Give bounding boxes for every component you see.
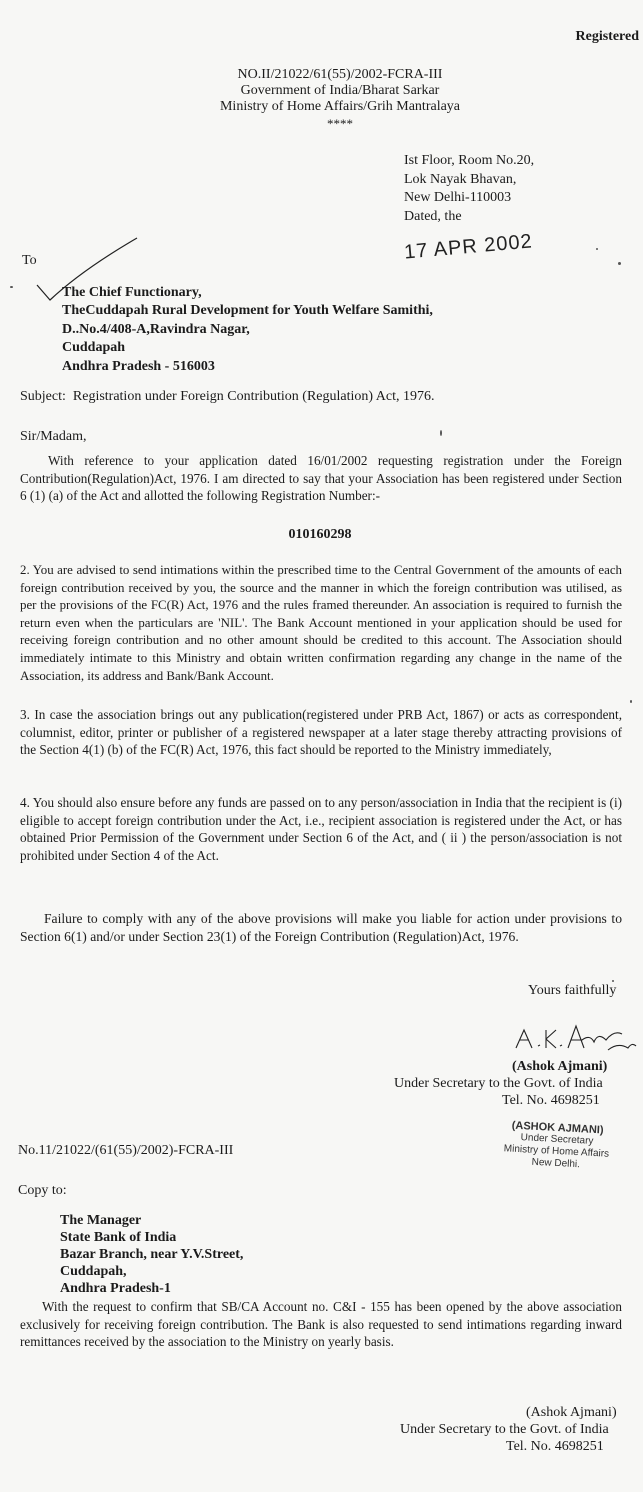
paragraph-3: 3. In case the association brings out any publication(registered under PRB Act, 1867) or acts as correspondent, columnist, editor, printer or publisher of a registered newspaper at a later stage thereby attracting provisions of the Section 4(1) (b) of the FC(R) Act, 1976, this fact should be reported to the Ministry immediately, [20,707,622,758]
signatory2-title: Under Secretary to the Govt. of India [400,1422,609,1437]
paragraph-2: 2. You are advised to send intimations within the prescribed time to the Central Government of the amounts of each foreign contribution received by you, the source and the manner in which the foreign contribution was utilised, as per the provisions of the FC(R) Act, 1976 and the rules framed thereunder. An association is required to furnish the return even when the particulars are 'NIL'. The Bank Account mentioned in your application should be used for receiving foreign contribution and no other amount should be credited to this account. The Association should immediately intimate to this Ministry and obtain written confirmation regarding any change in the name of the Association, its address and Bank/Bank Account. [20,563,622,683]
scan-speck [612,980,614,982]
bank-address [60,1212,243,1297]
to-label: To [22,253,37,268]
salutation: Sir/Madam, [20,429,87,444]
signatory2-tel: Tel. No. 4698251 [506,1439,604,1454]
office-address-line: Dated, the [404,208,462,224]
copy-to-label: Copy to: [18,1183,67,1198]
bank-address-line: Bazar Branch, near Y.V.Street, [60,1247,244,1262]
office-address-line: New Delhi-110003 [404,190,512,205]
closing: Yours faithfully [528,983,617,998]
reference-number: NO.II/21022/61(55)/2002-FCRA-III [237,67,443,82]
recipient-address [62,284,433,376]
scan-speck [618,262,621,265]
recipient-line: Cuddapah [62,340,126,356]
scan-speck [10,286,13,288]
recipient-line: The Chief Functionary, [62,285,202,300]
official-seal [503,1119,611,1172]
header-stars: **** [327,116,353,131]
scan-speck [630,700,632,703]
government-line: Government of India/Bharat Sarkar [240,83,440,98]
paragraph-4: 4. You should also ensure before any funds are passed on to any person/association in India that the recipient is (i) eligible to accept foreign contribution under the Act, i.e., recipient association is registered under the Act, or has obtained Prior Permission of the Government under Section 6 of the Act, and ( ii ) the person/association is not prohibited under Section 4 of the Act. [20,795,622,863]
copy-reference: No.11/21022/(61(55)/2002)-FCRA-III [18,1143,234,1158]
office-address [404,152,534,226]
bank-address-line: State Bank of India [60,1230,177,1245]
signatory-name: (Ashok Ajmani) [512,1059,608,1074]
copy-paragraph: With the request to confirm that SB/CA Account no. C&I - 155 has been opened by the above association exclusively for receiving foreign contribution. The Bank is also requested to send intimations regarding inward remittances received by the association to the Ministry on yearly basis. [20,1299,622,1350]
ministry-line: Ministry of Home Affairs/Grih Mantralaya [219,99,461,114]
paragraph-5: Failure to comply with any of the above provisions will make you liable for action under provisions to Section 6(1) and/or under Section 23(1) of the Foreign Contribution (Regulation)Act, 1976. [20,911,622,944]
office-address-line: Ist Floor, Room No.20, [404,153,535,168]
signatory2-name: (Ashok Ajmani) [526,1405,617,1420]
recipient-line: Andhra Pradesh - 516003 [62,358,215,374]
seal-line: New Delhi. [531,1156,581,1171]
seal-line: Under Secretary [520,1132,594,1147]
subject-text: Registration under Foreign Contribution (Regulation) Act, 1976. [72,389,435,404]
recipient-line: D..No.4/408-A,Ravindra Nagar, [62,321,250,337]
signatory-title: Under Secretary to the Govt. of India [394,1076,603,1091]
intro-paragraph: With reference to your application dated 16/01/2002 requesting registration under the Foreign Contribution(Regulation)Act, 1976. I am directed to say that your Association has been registered under Section 6 (1) (a) of the Act and allotted the following Registration Number:- [20,453,622,504]
office-address-line: Lok Nayak Bhavan, [404,171,517,187]
bank-address-line: Andhra Pradesh-1 [60,1281,171,1296]
signatory-tel: Tel. No. 4698251 [502,1093,600,1108]
subject-line [20,388,435,405]
signature-icon [510,1012,638,1060]
bank-address-line: Cuddapah, [60,1264,127,1279]
bank-address-line: The Manager [60,1213,142,1228]
date-stamp: 17 APR 2002 [403,230,534,264]
subject-label: Subject: [20,389,66,404]
seal-line: Ministry of Home Affairs [503,1143,610,1160]
registered-label: Registered [575,29,639,44]
recipient-line: TheCuddapah Rural Development for Youth Welfare Samithi, [62,303,433,319]
scan-speck [440,430,442,436]
seal-line: (ASHOK AJMANI) [511,1119,604,1137]
registration-number: 010160298 [288,527,352,542]
scan-speck [596,248,598,250]
